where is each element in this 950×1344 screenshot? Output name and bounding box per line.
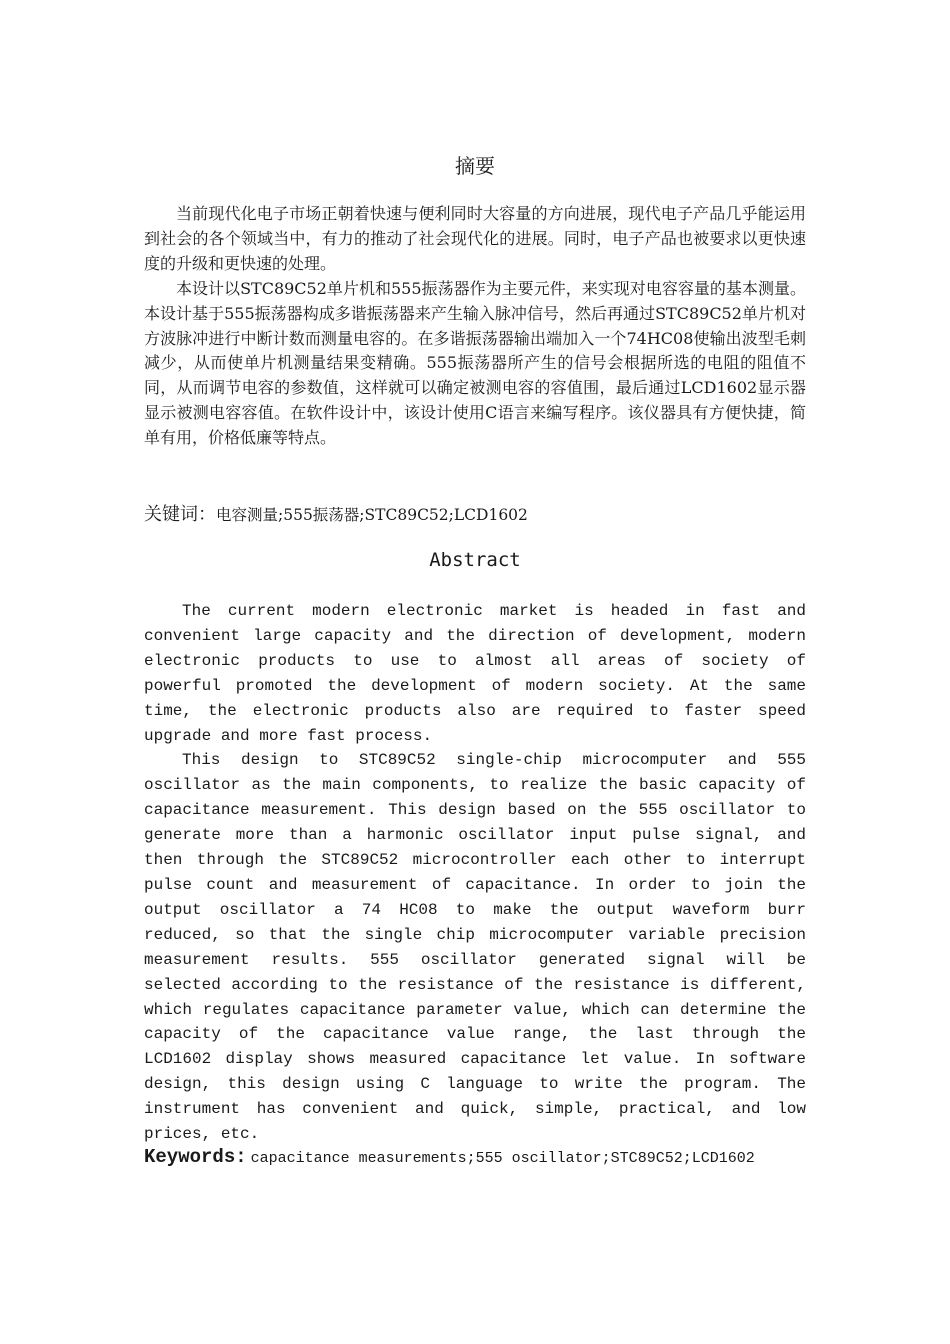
english-keywords (144, 1146, 844, 1168)
chinese-keywords-label: 关键词： (144, 504, 216, 525)
english-abstract-title: Abstract (429, 549, 521, 571)
chinese-paragraph-2: 本设计以STC89C52单片机和555振荡器作为主要元件，来实现对电容容量的基本测量。本设计基于555振荡器构成多谐振荡器来产生输入脉冲信号，然后再通过STC89C52单片机对方波脉冲进行中断计数而测量电容的。在多谐振荡器输出端加入一个74HC08使输出波型毛刺减少，从而使单片机测量结果变精确。555振荡器所产生的信号会根据所选的电阻的阻值不同，从而调节电容的参数值，这样就可以确定被测电容的容值围，最后通过LCD1602显示器显示被测电容容值。在软件设计中，该设计使用C语言来编写程序。该仪器具有方便快捷，简单有用，价格低廉等特点。 (144, 278, 806, 448)
chinese-keywords-text: 电容测量;555振荡器;STC89C52;LCD1602 (216, 506, 528, 524)
english-abstract-body (144, 599, 806, 1147)
chinese-keywords (144, 500, 806, 526)
chinese-paragraph-1: 当前现代化电子市场正朝着快速与便利同时大容量的方向进展，现代电子产品几乎能运用到社会的各个领域当中，有力的推动了社会现代化的进展。同时，电子产品也被要求以更快速度的升级和更快速的处理。 (144, 204, 806, 273)
english-keywords-text: capacitance measurements;555 oscillator;STC89C52;LCD1602 (250, 1150, 755, 1167)
english-keywords-label: Keywords: (144, 1146, 247, 1168)
chinese-abstract-title: 摘要 (455, 154, 495, 178)
english-paragraph-1: The current modern electronic market is headed in fast and convenient large capacity and the direction of development, modern electronic products to use to almost all areas of society of powerful promoted the development of modern society. At the same time, the electronic products also are required to faster speed upgrade and more fast process. (144, 602, 806, 745)
english-paragraph-2: This design to STC89C52 single-chip microcomputer and 555 oscillator as the main components, to realize the basic capacity of capacitance measurement. This design based on the 555 oscillator to generate more than a harmonic oscillator input pulse signal, and then through the STC89C52 microcontroller each other to interrupt pulse count and measurement of capacitance. In order to join the output oscillator a 74 HC08 to make the output waveform burr reduced, so that the single chip microcomputer variable precision measurement results. 555 oscillator generated signal will be selected according to the resistance of the resistance is different, which regulates capacitance parameter value, which can determine the capacity of the capacitance value range, the last through the LCD1602 display shows measured capacitance let value. In software design, this design using C language to write the program. The instrument has convenient and quick, simple, practical, and low prices, etc. (144, 751, 806, 1144)
chinese-abstract-body (144, 202, 806, 451)
